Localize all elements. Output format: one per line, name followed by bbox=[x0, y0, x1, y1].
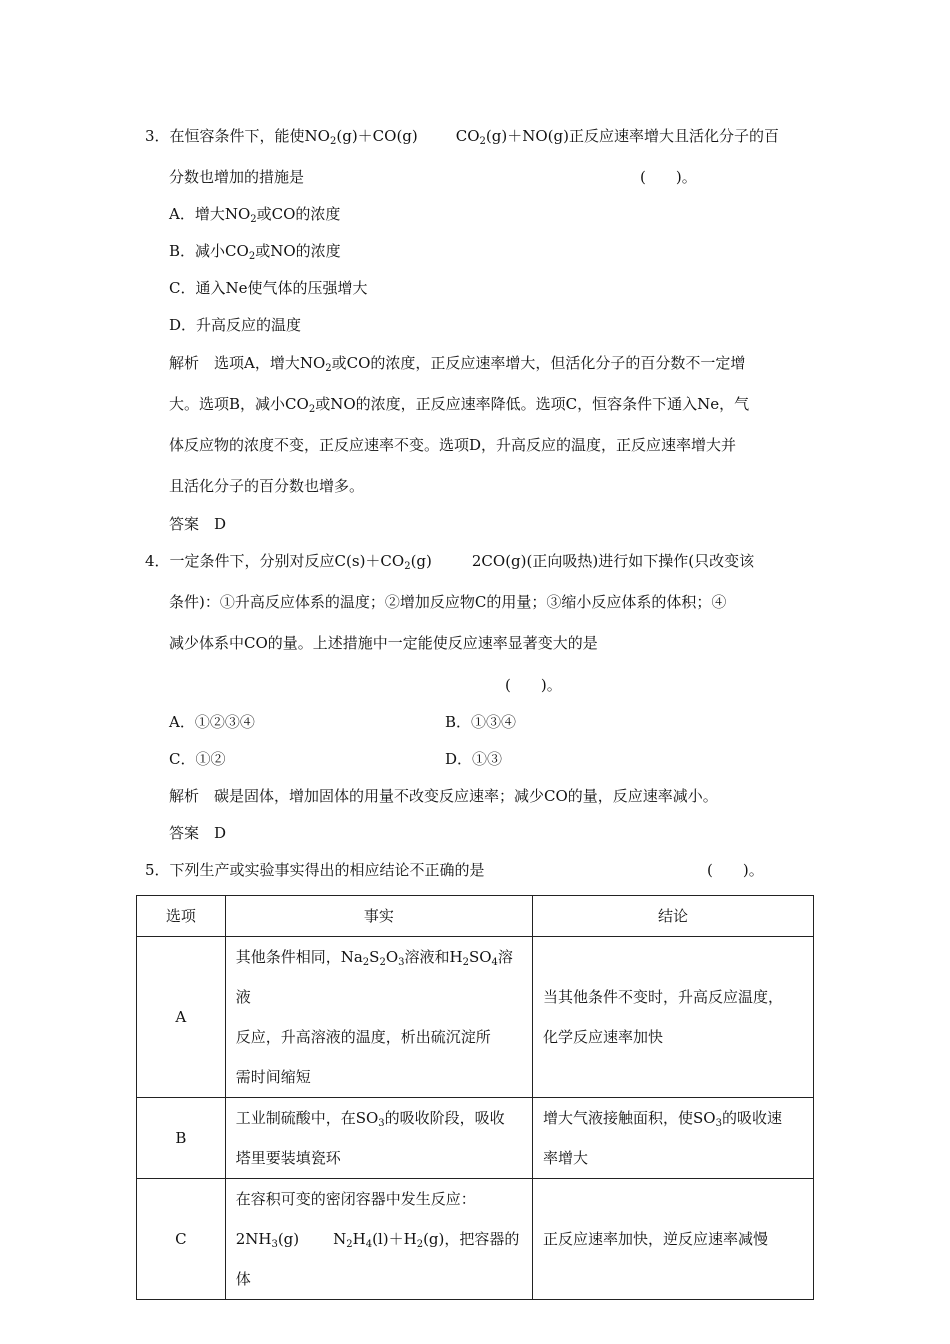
q3-explanation-line1: 解析 选项A，增大$NO_2$或CO的浓度，正反应速率增大，但活化分子的百分数不一定增 bbox=[169, 354, 746, 374]
q3-answer: 答案 D bbox=[169, 515, 227, 533]
q3-option-a: A．增大$NO_2$或CO的浓度 bbox=[169, 205, 341, 225]
row-a-conclusion: 当其他条件不变时，升高反应温度， 化学反应速率加快 bbox=[533, 937, 814, 1098]
q4-stem-line3: 减少体系中CO的量。上述措施中一定能使反应速率显著变大的是 bbox=[169, 634, 598, 652]
q4-option-d: D．①③ bbox=[445, 750, 503, 768]
row-c-fact: 在容积可变的密闭容器中发生反应： $2NH_3(g)$ $N_2H_4(l)+H_2(g)$，把容器的体 bbox=[225, 1179, 532, 1300]
header-conclusion: 结论 bbox=[533, 896, 814, 937]
row-c-option: C bbox=[137, 1179, 226, 1300]
row-b-conclusion: 增大气液接触面积，使$SO_3$的吸收速 率增大 bbox=[533, 1098, 814, 1179]
q4-answer-blank: ( )。 bbox=[505, 676, 562, 694]
row-b-option: B bbox=[137, 1098, 226, 1179]
q4-stem-line2: 条件)：①升高反应体系的温度；②增加反应物C的用量；③缩小反应体系的体积；④ bbox=[169, 593, 727, 611]
header-option: 选项 bbox=[137, 896, 226, 937]
q5-table bbox=[136, 895, 814, 1300]
table-row bbox=[137, 937, 814, 1098]
q4-explanation: 解析 碳是固体，增加固体的用量不改变反应速率；减少CO的量，反应速率减小。 bbox=[169, 787, 718, 805]
q3-option-b: B．减小$CO_2$或NO的浓度 bbox=[169, 242, 341, 262]
q3-explanation-line3: 体反应物的浓度不变，正反应速率不变。选项D，升高反应的温度，正反应速率增大并 bbox=[169, 436, 737, 454]
q4-option-a: A．①②③④ bbox=[169, 713, 255, 731]
q3-number: 3． bbox=[145, 127, 170, 145]
row-b-fact: 工业制硫酸中，在$SO_3$的吸收阶段，吸收 塔里要装填瓷环 bbox=[225, 1098, 532, 1179]
row-c-conclusion: 正反应速率加快，逆反应速率减慢 bbox=[533, 1179, 814, 1300]
q3-option-d: D．升高反应的温度 bbox=[169, 316, 302, 334]
q3-explanation-line4: 且活化分子的百分数也增多。 bbox=[169, 477, 365, 495]
q3-option-c: C．通入Ne使气体的压强增大 bbox=[169, 279, 368, 297]
q5-answer-blank: ( )。 bbox=[707, 861, 764, 879]
q5-number: 5． bbox=[145, 861, 170, 879]
header-fact: 事实 bbox=[225, 896, 532, 937]
q4-option-b: B．①③④ bbox=[445, 713, 517, 731]
q3-stem-line2: 分数也增加的措施是 bbox=[169, 168, 305, 186]
row-a-fact: 其他条件相同，$Na_2S_2O_3$溶液和$H_2SO_4$溶液 反应，升高溶液的温度，析出硫沉淀所 需时间缩短 bbox=[225, 937, 532, 1098]
q4-number: 4． bbox=[145, 552, 170, 570]
q5-stem: 5．下列生产或实验事实得出的相应结论不正确的是 bbox=[145, 861, 485, 879]
q4-stem-line1: 4．一定条件下，分别对反应$C(s)+CO_2(g)$ 2CO(g)(正向吸热)进行如下操作(只改变该 bbox=[145, 552, 755, 572]
table-row bbox=[137, 1098, 814, 1179]
q3-answer-blank: ( )。 bbox=[640, 168, 697, 186]
q4-option-c: C．①② bbox=[169, 750, 226, 768]
row-a-option: A bbox=[137, 937, 226, 1098]
table-row bbox=[137, 1179, 814, 1300]
q3-stem-line1: 3．在恒容条件下，能使$NO_2(g)+CO(g)$ $CO_2(g)+NO(g)$正反应速率增大且活化分子的百 bbox=[145, 127, 779, 147]
q4-answer: 答案 D bbox=[169, 824, 227, 842]
table-header-row bbox=[137, 896, 814, 937]
q3-explanation-line2: 大。选项B，减小$CO_2$或NO的浓度，正反应速率降低。选项C，恒容条件下通入Ne，气 bbox=[169, 395, 750, 415]
